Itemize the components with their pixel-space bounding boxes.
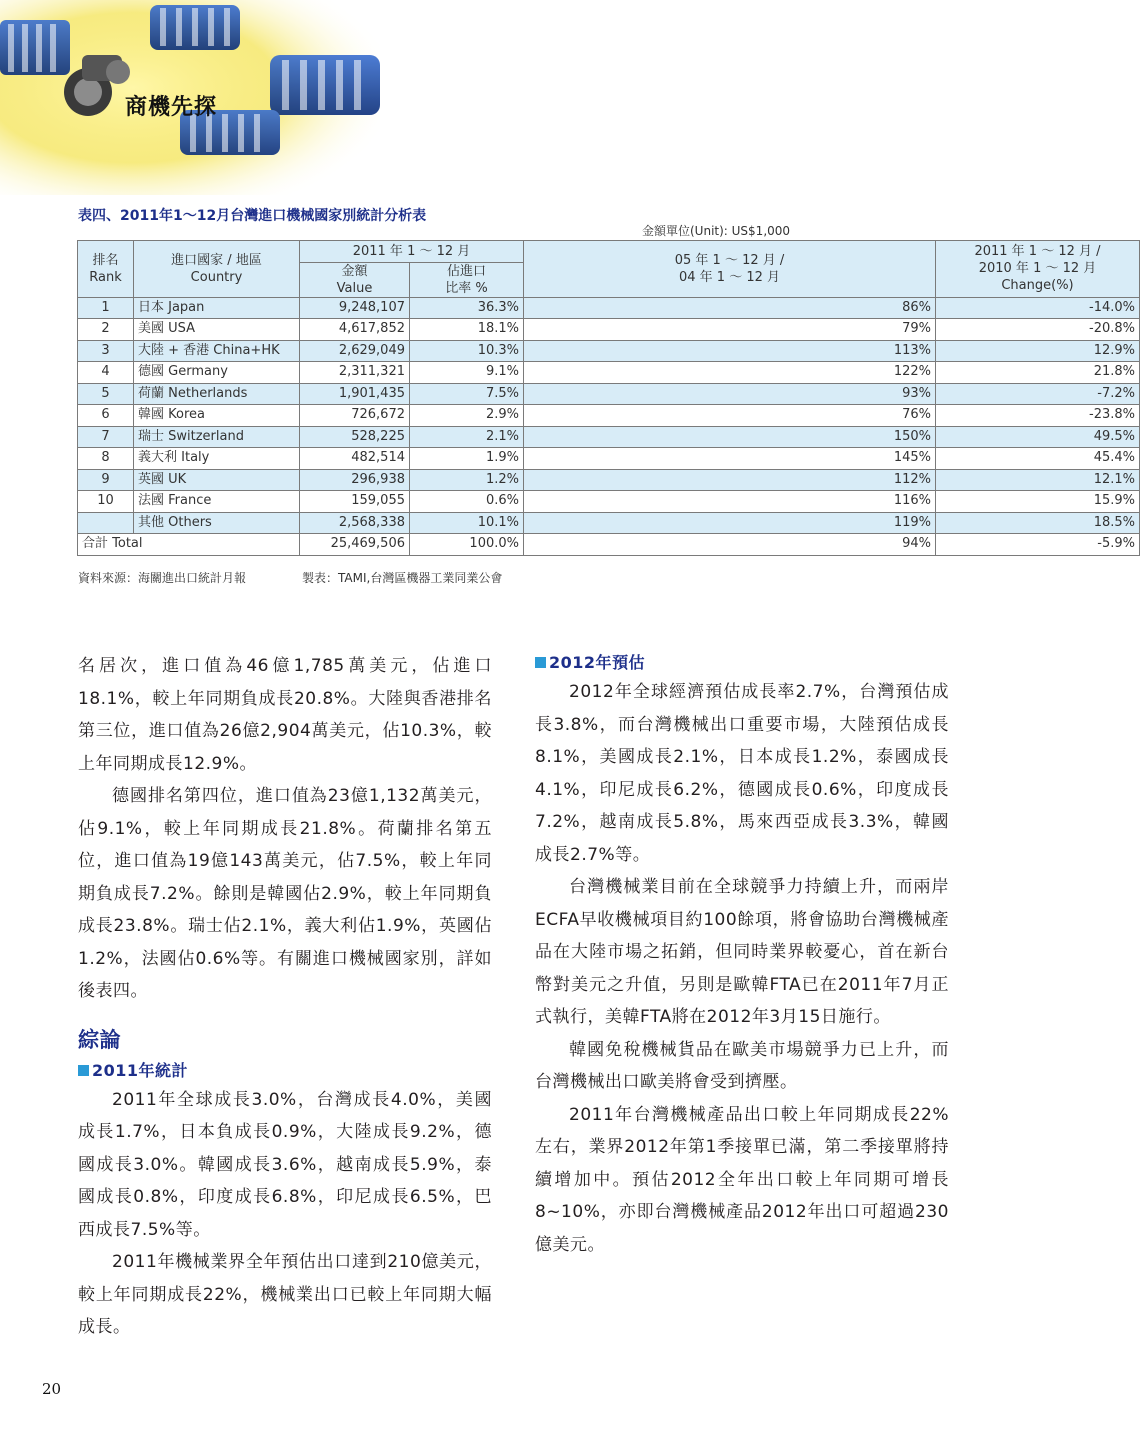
ratio-cell: 86% <box>524 297 936 319</box>
change-cell: 49.5% <box>936 426 1140 448</box>
subheading: 2011年統計 <box>78 1058 492 1084</box>
share-cell: 1.2% <box>410 469 524 491</box>
value-cell: 9,248,107 <box>300 297 410 319</box>
country-cell: 大陸 + 香港 China+HK <box>134 340 300 362</box>
share-cell: 10.3% <box>410 340 524 362</box>
share-cell: 7.5% <box>410 383 524 405</box>
country-cell: 德國 Germany <box>134 362 300 384</box>
ratio-cell: 79% <box>524 319 936 341</box>
paragraph: 2012年全球經濟預估成長率2.7%，台灣預估成長3.8%，而台灣機械出口重要市場，大陸預估成長8.1%，美國成長2.1%，日本成長1.2%，泰國成長4.1%，印尼成長6.2%，德國成長0.6%，印度成長7.2%，越南成長5.8%，馬來西亞成長3.3%，韓國成長2.7%等。 <box>535 682 949 865</box>
square-bullet-icon <box>78 1065 89 1076</box>
change-cell: -20.8% <box>936 319 1140 341</box>
section-heading: 綜論 <box>78 1027 121 1052</box>
paragraph: 2011年全球成長3.0%，台灣成長4.0%，美國成長1.7%，日本負成長0.9%，大陸成長9.2%，德國成長3.0%。韓國成長3.6%，越南成長5.9%，泰國成長0.8%，印度成長6.8%，印尼成長6.5%，巴西成長7.5%等。 <box>78 1089 492 1240</box>
table-row <box>78 383 1140 405</box>
header-share: 佔進口 比率 % <box>410 262 524 297</box>
header-period: 2011 年 1 ～ 12 月 <box>300 241 524 263</box>
share-cell: 10.1% <box>410 512 524 534</box>
table-caption: 表四、2011年1～12月台灣進口機械國家別統計分析表 <box>78 208 427 224</box>
rank-cell <box>78 512 134 534</box>
country-cell: 法國 France <box>134 491 300 513</box>
rank-cell: 3 <box>78 340 134 362</box>
change-cell: -23.8% <box>936 405 1140 427</box>
country-cell: 其他 Others <box>134 512 300 534</box>
table-maker-note: 製表：TAMI,台灣區機器工業同業公會 <box>302 571 503 585</box>
change-cell: 21.8% <box>936 362 1140 384</box>
change-cell: 12.1% <box>936 469 1140 491</box>
total-share: 100.0% <box>410 534 524 556</box>
value-cell: 2,568,338 <box>300 512 410 534</box>
rank-cell: 1 <box>78 297 134 319</box>
table-row <box>78 491 1140 513</box>
country-cell: 英國 UK <box>134 469 300 491</box>
header-rank: 排名 Rank <box>78 241 134 298</box>
ratio-cell: 113% <box>524 340 936 362</box>
ratio-cell: 76% <box>524 405 936 427</box>
share-cell: 9.1% <box>410 362 524 384</box>
change-cell: 45.4% <box>936 448 1140 470</box>
paragraph: 德國排名第四位，進口值為23億1,132萬美元，佔9.1%，較上年同期成長21.8%。荷蘭排名第五位，進口值為19億143萬美元，佔7.5%，較上年同期負成長7.2%。餘則是韓國佔2.9%，較上年同期負成長23.8%。瑞士佔2.1%，義大利佔1.9%，英國佔1.2%，法國佔0.6%等。有關進口機械國家別，詳如後表四。 <box>78 786 492 1001</box>
value-cell: 1,901,435 <box>300 383 410 405</box>
import-statistics-table <box>77 240 1140 556</box>
rank-cell: 10 <box>78 491 134 513</box>
ratio-cell: 119% <box>524 512 936 534</box>
paragraph: 名居次，進口值為46億1,785萬美元，佔進口18.1%，較上年同期負成長20.8%。大陸與香港排名第三位，進口值為26億2,904萬美元，佔10.3%，較上年同期成長12.9%。 <box>78 656 492 774</box>
value-cell: 4,617,852 <box>300 319 410 341</box>
value-cell: 528,225 <box>300 426 410 448</box>
header-ratio: 05 年 1 ～ 12 月 / 04 年 1 ～ 12 月 <box>524 241 936 298</box>
total-ratio: 94% <box>524 534 936 556</box>
country-cell: 義大利 Italy <box>134 448 300 470</box>
paragraph: 韓國免稅機械貨品在歐美市場競爭力已上升，而台灣機械出口歐美將會受到擠壓。 <box>535 1039 949 1092</box>
table-unit-note: 金額單位(Unit): US$1,000 <box>642 224 791 238</box>
rank-cell: 6 <box>78 405 134 427</box>
value-cell: 296,938 <box>300 469 410 491</box>
table-row <box>78 469 1140 491</box>
value-cell: 482,514 <box>300 448 410 470</box>
header-country: 進口國家 / 地區 Country <box>134 241 300 298</box>
rank-cell: 2 <box>78 319 134 341</box>
rank-cell: 4 <box>78 362 134 384</box>
value-cell: 726,672 <box>300 405 410 427</box>
rank-cell: 8 <box>78 448 134 470</box>
table-total-row <box>78 534 1140 556</box>
square-bullet-icon <box>535 657 546 668</box>
share-cell: 2.1% <box>410 426 524 448</box>
left-text-column <box>78 650 492 1344</box>
ratio-cell: 93% <box>524 383 936 405</box>
country-cell: 韓國 Korea <box>134 405 300 427</box>
paragraph: 2011年台灣機械產品出口較上年同期成長22%左右，業界2012年第1季接單已滿，第二季接單將持續增加中。預估2012全年出口較上年同期可增長8~10%，亦即台灣機械產品2012年出口可超過230億美元。 <box>535 1104 949 1255</box>
ratio-cell: 122% <box>524 362 936 384</box>
table-row <box>78 405 1140 427</box>
paragraph: 2011年機械業界全年預估出口達到210億美元，較上年同期成長22%，機械業出口已較上年同期大幅成長。 <box>78 1252 492 1337</box>
right-text-column <box>535 650 949 1261</box>
table-body <box>78 297 1140 534</box>
ratio-cell: 116% <box>524 491 936 513</box>
change-cell: -14.0% <box>936 297 1140 319</box>
total-label: 合計 Total <box>78 534 300 556</box>
value-cell: 2,629,049 <box>300 340 410 362</box>
paragraph: 台灣機械業目前在全球競爭力持續上升，而兩岸ECFA早收機械項目約100餘項，將會協助台灣機械產品在大陸市場之拓銷，但同時業界較憂心，首在新台幣對美元之升值，另則是歐韓FTA已在2011年7月正式執行，美韓FTA將在2012年3月15日施行。 <box>535 877 949 1027</box>
country-cell: 日本 Japan <box>134 297 300 319</box>
change-cell: 18.5% <box>936 512 1140 534</box>
table-row <box>78 340 1140 362</box>
rank-cell: 9 <box>78 469 134 491</box>
country-cell: 瑞士 Switzerland <box>134 426 300 448</box>
table-row <box>78 319 1140 341</box>
country-cell: 荷蘭 Netherlands <box>134 383 300 405</box>
total-change: -5.9% <box>936 534 1140 556</box>
rank-cell: 7 <box>78 426 134 448</box>
share-cell: 36.3% <box>410 297 524 319</box>
total-value: 25,469,506 <box>300 534 410 556</box>
country-cell: 美國 USA <box>134 319 300 341</box>
table-row <box>78 426 1140 448</box>
header-value: 金額 Value <box>300 262 410 297</box>
table-row <box>78 297 1140 319</box>
share-cell: 0.6% <box>410 491 524 513</box>
share-cell: 18.1% <box>410 319 524 341</box>
table-source-note: 資料來源：海關進出口統計月報 <box>78 571 247 585</box>
change-cell: 12.9% <box>936 340 1140 362</box>
change-cell: -7.2% <box>936 383 1140 405</box>
table-row <box>78 512 1140 534</box>
rank-cell: 5 <box>78 383 134 405</box>
subheading: 2012年預估 <box>535 650 949 676</box>
value-cell: 2,311,321 <box>300 362 410 384</box>
change-cell: 15.9% <box>936 491 1140 513</box>
table-row <box>78 362 1140 384</box>
section-title: 商機先探 <box>125 94 218 120</box>
header-change: 2011 年 1 ～ 12 月 / 2010 年 1 ～ 12 月 Change(%) <box>936 241 1140 298</box>
share-cell: 2.9% <box>410 405 524 427</box>
page-number: 20 <box>42 1380 62 1398</box>
ratio-cell: 112% <box>524 469 936 491</box>
ratio-cell: 150% <box>524 426 936 448</box>
share-cell: 1.9% <box>410 448 524 470</box>
value-cell: 159,055 <box>300 491 410 513</box>
table-row <box>78 448 1140 470</box>
ratio-cell: 145% <box>524 448 936 470</box>
